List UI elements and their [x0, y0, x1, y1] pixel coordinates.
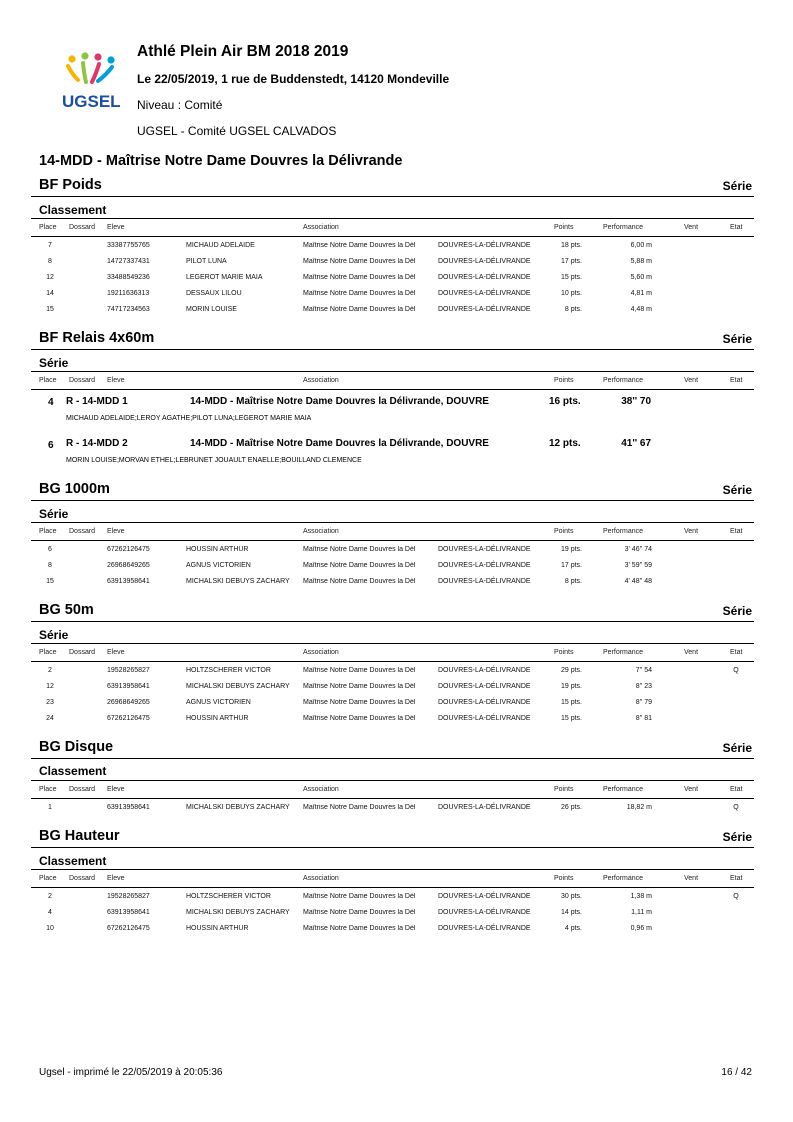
cell-place: 4 [48, 909, 52, 916]
section-rule [31, 196, 754, 197]
col-vent: Vent [684, 377, 699, 384]
cell-performance: 4,48 m [630, 306, 652, 313]
subtitle-bg-hauteur: Classement [39, 854, 107, 868]
cell-place: 15 [46, 306, 54, 313]
section-rule [31, 643, 754, 644]
cell-performance: 6,00 m [630, 242, 652, 249]
section-title-bf-poids: BF Poids [39, 177, 102, 193]
relay-place: 4 [48, 397, 54, 408]
col-etat: Etat [730, 786, 743, 793]
col-etat: Etat [730, 649, 743, 656]
cell-points: 15 pts. [560, 699, 582, 706]
level: Niveau : Comité [137, 98, 223, 112]
cell-association: Maîtrise Notre Dame Douvres la Dél [303, 804, 416, 811]
col-points: Points [554, 875, 574, 882]
cell-city: DOUVRES-LA-DÉLIVRANDE [438, 925, 531, 932]
section-type-bg-hauteur: Série [722, 830, 752, 844]
col-etat: Etat [730, 224, 743, 231]
relay-performance: 41'' 67 [621, 438, 651, 449]
col-dossard: Dossard [69, 528, 96, 535]
cell-association: Maîtrise Notre Dame Douvres la Dél [303, 242, 416, 249]
logo-text: UGSEL [62, 92, 121, 111]
section-rule [31, 661, 754, 662]
cell-city: DOUVRES-LA-DÉLIVRANDE [438, 546, 531, 553]
cell-etat: Q [733, 893, 739, 900]
section-rule [31, 349, 754, 350]
col-eleve: Eleve [107, 528, 125, 535]
cell-student-name: HOUSSIN ARTHUR [186, 715, 249, 722]
cell-student-name: AGNUS VICTORIEN [186, 699, 251, 706]
cell-place: 7 [48, 242, 52, 249]
col-performance: Performance [603, 377, 644, 384]
cell-student-id: 63913958641 [107, 804, 150, 811]
page-number: 16 / 42 [721, 1067, 752, 1078]
cell-association: Maîtrise Notre Dame Douvres la Dél [303, 667, 416, 674]
date-location: Le 22/05/2019, 1 rue de Buddenstedt, 14120 Mondeville [137, 72, 450, 86]
cell-student-id: 19528265827 [107, 893, 150, 900]
col-points: Points [554, 786, 574, 793]
cell-points: 15 pts. [560, 274, 582, 281]
cell-city: DOUVRES-LA-DÉLIVRANDE [438, 699, 531, 706]
relay-team-name: R - 14-MDD 1 [66, 396, 128, 407]
cell-city: DOUVRES-LA-DÉLIVRANDE [438, 274, 531, 281]
section-type-bg-disque: Série [722, 741, 752, 755]
cell-student-id: 19211636313 [107, 290, 150, 297]
cell-points: 19 pts. [560, 683, 582, 690]
relay-place: 6 [48, 440, 54, 451]
footer-printed: Ugsel - imprimé le 22/05/2019 à 20:05:36 [39, 1067, 223, 1078]
relay-points: 16 pts. [549, 396, 581, 407]
subtitle-bf-relais: Série [39, 356, 69, 370]
cell-association: Maîtrise Notre Dame Douvres la Dél [303, 909, 416, 916]
cell-place: 6 [48, 546, 52, 553]
section-type-bf-relais: Série [722, 332, 752, 346]
cell-points: 19 pts. [560, 546, 582, 553]
cell-performance: 3' 59'' 59 [624, 562, 652, 569]
section-rule [31, 869, 754, 870]
col-eleve: Eleve [107, 875, 125, 882]
col-association: Association [303, 649, 339, 656]
cell-student-id: 19528265827 [107, 667, 150, 674]
section-rule [31, 540, 754, 541]
col-association: Association [303, 528, 339, 535]
col-etat: Etat [730, 875, 743, 882]
cell-points: 18 pts. [560, 242, 582, 249]
cell-place: 14 [46, 290, 54, 297]
cell-points: 30 pts. [560, 893, 582, 900]
cell-student-id: 63913958641 [107, 683, 150, 690]
section-rule [31, 780, 754, 781]
cell-place: 8 [48, 258, 52, 265]
section-rule [31, 389, 754, 390]
cell-student-name: AGNUS VICTORIEN [186, 562, 251, 569]
cell-student-name: MICHALSKI DEBUYS ZACHARY [186, 804, 290, 811]
document-title: Athlé Plein Air BM 2018 2019 [137, 43, 349, 60]
cell-association: Maîtrise Notre Dame Douvres la Dél [303, 546, 416, 553]
cell-points: 4 pts. [564, 925, 582, 932]
cell-student-name: DESSAUX LILOU [186, 290, 242, 297]
cell-performance: 0,96 m [630, 925, 652, 932]
cell-performance: 5,88 m [630, 258, 652, 265]
cell-student-id: 33488549236 [107, 274, 150, 281]
subtitle-bf-poids: Classement [39, 203, 107, 217]
cell-performance: 3' 46'' 74 [624, 546, 652, 553]
cell-student-name: MICHALSKI DEBUYS ZACHARY [186, 683, 290, 690]
col-points: Points [554, 649, 574, 656]
col-dossard: Dossard [69, 377, 96, 384]
cell-city: DOUVRES-LA-DÉLIVRANDE [438, 715, 531, 722]
cell-performance: 8'' 81 [635, 715, 652, 722]
cell-association: Maîtrise Notre Dame Douvres la Dél [303, 893, 416, 900]
cell-city: DOUVRES-LA-DÉLIVRANDE [438, 306, 531, 313]
cell-city: DOUVRES-LA-DÉLIVRANDE [438, 909, 531, 916]
relay-association: 14-MDD - Maîtrise Notre Dame Douvres la Délivrande, DOUVRE [190, 396, 489, 407]
cell-place: 23 [46, 699, 54, 706]
col-dossard: Dossard [69, 875, 96, 882]
cell-city: DOUVRES-LA-DÉLIVRANDE [438, 893, 531, 900]
cell-city: DOUVRES-LA-DÉLIVRANDE [438, 562, 531, 569]
cell-student-id: 67262126475 [107, 925, 150, 932]
col-points: Points [554, 377, 574, 384]
section-title-bg-1000m: BG 1000m [39, 481, 110, 497]
col-etat: Etat [730, 377, 743, 384]
col-place: Place [39, 649, 57, 656]
cell-performance: 1,38 m [630, 893, 652, 900]
subtitle-bg-disque: Classement [39, 764, 107, 778]
section-rule [31, 218, 754, 219]
cell-city: DOUVRES-LA-DÉLIVRANDE [438, 578, 531, 585]
col-place: Place [39, 377, 57, 384]
col-vent: Vent [684, 649, 699, 656]
cell-points: 14 pts. [560, 909, 582, 916]
cell-student-id: 63913958641 [107, 909, 150, 916]
relay-members: MORIN LOUISE;MORVAN ETHEL;LEBRUNET JOUAULT ENAELLE;BOUILLAND CLEMENCE [66, 457, 362, 464]
col-performance: Performance [603, 786, 644, 793]
cell-city: DOUVRES-LA-DÉLIVRANDE [438, 258, 531, 265]
cell-points: 10 pts. [560, 290, 582, 297]
cell-student-name: PILOT LUNA [186, 258, 227, 265]
relay-points: 12 pts. [549, 438, 581, 449]
col-place: Place [39, 786, 57, 793]
cell-student-name: MICHALSKI DEBUYS ZACHARY [186, 909, 290, 916]
subtitle-bg-1000m: Série [39, 507, 69, 521]
col-performance: Performance [603, 649, 644, 656]
cell-student-id: 26968649265 [107, 562, 150, 569]
cell-place: 24 [46, 715, 54, 722]
cell-student-name: MORIN LOUISE [186, 306, 237, 313]
cell-performance: 5,60 m [630, 274, 652, 281]
cell-association: Maîtrise Notre Dame Douvres la Dél [303, 699, 416, 706]
col-association: Association [303, 224, 339, 231]
section-rule [31, 500, 754, 501]
cell-performance: 4,81 m [630, 290, 652, 297]
cell-student-id: 67262126475 [107, 715, 150, 722]
col-place: Place [39, 528, 57, 535]
cell-city: DOUVRES-LA-DÉLIVRANDE [438, 290, 531, 297]
cell-association: Maîtrise Notre Dame Douvres la Dél [303, 683, 416, 690]
cell-place: 2 [48, 893, 52, 900]
col-association: Association [303, 875, 339, 882]
col-vent: Vent [684, 786, 699, 793]
cell-association: Maîtrise Notre Dame Douvres la Dél [303, 578, 416, 585]
cell-student-id: 14727337431 [107, 258, 150, 265]
section-title-bg-disque: BG Disque [39, 739, 114, 755]
ugsel-logo [58, 50, 130, 112]
section-title-bg-50m: BG 50m [39, 602, 94, 618]
subtitle-bg-50m: Série [39, 628, 69, 642]
cell-performance: 8'' 79 [635, 699, 652, 706]
cell-student-id: 74717234563 [107, 306, 150, 313]
section-type-bg-1000m: Série [722, 483, 752, 497]
cell-student-name: MICHALSKI DEBUYS ZACHARY [186, 578, 290, 585]
cell-student-id: 26968649265 [107, 699, 150, 706]
col-eleve: Eleve [107, 377, 125, 384]
col-association: Association [303, 377, 339, 384]
cell-points: 8 pts. [564, 578, 582, 585]
col-vent: Vent [684, 528, 699, 535]
cell-association: Maîtrise Notre Dame Douvres la Dél [303, 258, 416, 265]
cell-performance: 7'' 54 [635, 667, 652, 674]
section-title-bg-hauteur: BG Hauteur [39, 828, 120, 844]
cell-etat: Q [733, 667, 739, 674]
section-type-bf-poids: Série [722, 179, 752, 193]
col-eleve: Eleve [107, 786, 125, 793]
section-rule [31, 621, 754, 622]
col-vent: Vent [684, 875, 699, 882]
relay-members: MICHAUD ADELAIDE;LEROY AGATHE;PILOT LUNA;LEGEROT MARIE MAIA [66, 415, 312, 422]
section-type-bg-50m: Série [722, 604, 752, 618]
col-performance: Performance [603, 224, 644, 231]
cell-performance: 8'' 23 [635, 683, 652, 690]
cell-place: 12 [46, 683, 54, 690]
section-rule [31, 847, 754, 848]
cell-place: 2 [48, 667, 52, 674]
cell-performance: 18,82 m [626, 804, 652, 811]
col-dossard: Dossard [69, 224, 96, 231]
cell-student-name: HOUSSIN ARTHUR [186, 546, 249, 553]
cell-student-id: 63913958641 [107, 578, 150, 585]
section-title-bf-relais: BF Relais 4x60m [39, 330, 155, 346]
section-rule [31, 236, 754, 237]
cell-student-name: HOLTZSCHERER VICTOR [186, 893, 271, 900]
col-place: Place [39, 875, 57, 882]
committee: UGSEL - Comité UGSEL CALVADOS [137, 124, 337, 138]
cell-place: 12 [46, 274, 54, 281]
section-rule [31, 887, 754, 888]
cell-points: 26 pts. [560, 804, 582, 811]
cell-points: 17 pts. [560, 562, 582, 569]
cell-place: 15 [46, 578, 54, 585]
cell-student-name: HOLTZSCHERER VICTOR [186, 667, 271, 674]
col-points: Points [554, 528, 574, 535]
cell-place: 1 [48, 804, 52, 811]
cell-association: Maîtrise Notre Dame Douvres la Dél [303, 562, 416, 569]
cell-city: DOUVRES-LA-DÉLIVRANDE [438, 804, 531, 811]
section-rule [31, 371, 754, 372]
cell-place: 8 [48, 562, 52, 569]
cell-city: DOUVRES-LA-DÉLIVRANDE [438, 242, 531, 249]
cell-association: Maîtrise Notre Dame Douvres la Dél [303, 925, 416, 932]
col-performance: Performance [603, 875, 644, 882]
col-points: Points [554, 224, 574, 231]
cell-student-id: 33387755765 [107, 242, 150, 249]
cell-etat: Q [733, 804, 739, 811]
cell-performance: 4' 48'' 48 [624, 578, 652, 585]
section-rule [31, 798, 754, 799]
cell-association: Maîtrise Notre Dame Douvres la Dél [303, 290, 416, 297]
cell-association: Maîtrise Notre Dame Douvres la Dél [303, 715, 416, 722]
cell-student-id: 67262126475 [107, 546, 150, 553]
cell-place: 10 [46, 925, 54, 932]
cell-association: Maîtrise Notre Dame Douvres la Dél [303, 306, 416, 313]
section-rule [31, 522, 754, 523]
relay-team-name: R - 14-MDD 2 [66, 438, 128, 449]
cell-student-name: LEGEROT MARIE MAIA [186, 274, 263, 281]
col-place: Place [39, 224, 57, 231]
cell-association: Maîtrise Notre Dame Douvres la Dél [303, 274, 416, 281]
col-dossard: Dossard [69, 649, 96, 656]
cell-city: DOUVRES-LA-DÉLIVRANDE [438, 683, 531, 690]
cell-performance: 1,11 m [631, 909, 652, 916]
relay-association: 14-MDD - Maîtrise Notre Dame Douvres la Délivrande, DOUVRE [190, 438, 489, 449]
cell-points: 15 pts. [560, 715, 582, 722]
cell-points: 17 pts. [560, 258, 582, 265]
cell-city: DOUVRES-LA-DÉLIVRANDE [438, 667, 531, 674]
relay-performance: 38'' 70 [621, 396, 651, 407]
club-title: 14-MDD - Maîtrise Notre Dame Douvres la Délivrande [39, 153, 403, 169]
col-eleve: Eleve [107, 649, 125, 656]
col-performance: Performance [603, 528, 644, 535]
cell-student-name: HOUSSIN ARTHUR [186, 925, 249, 932]
col-eleve: Eleve [107, 224, 125, 231]
col-etat: Etat [730, 528, 743, 535]
col-vent: Vent [684, 224, 699, 231]
cell-student-name: MICHAUD ADELAIDE [186, 242, 255, 249]
col-association: Association [303, 786, 339, 793]
cell-points: 8 pts. [564, 306, 582, 313]
cell-points: 29 pts. [560, 667, 582, 674]
col-dossard: Dossard [69, 786, 96, 793]
section-rule [31, 758, 754, 759]
